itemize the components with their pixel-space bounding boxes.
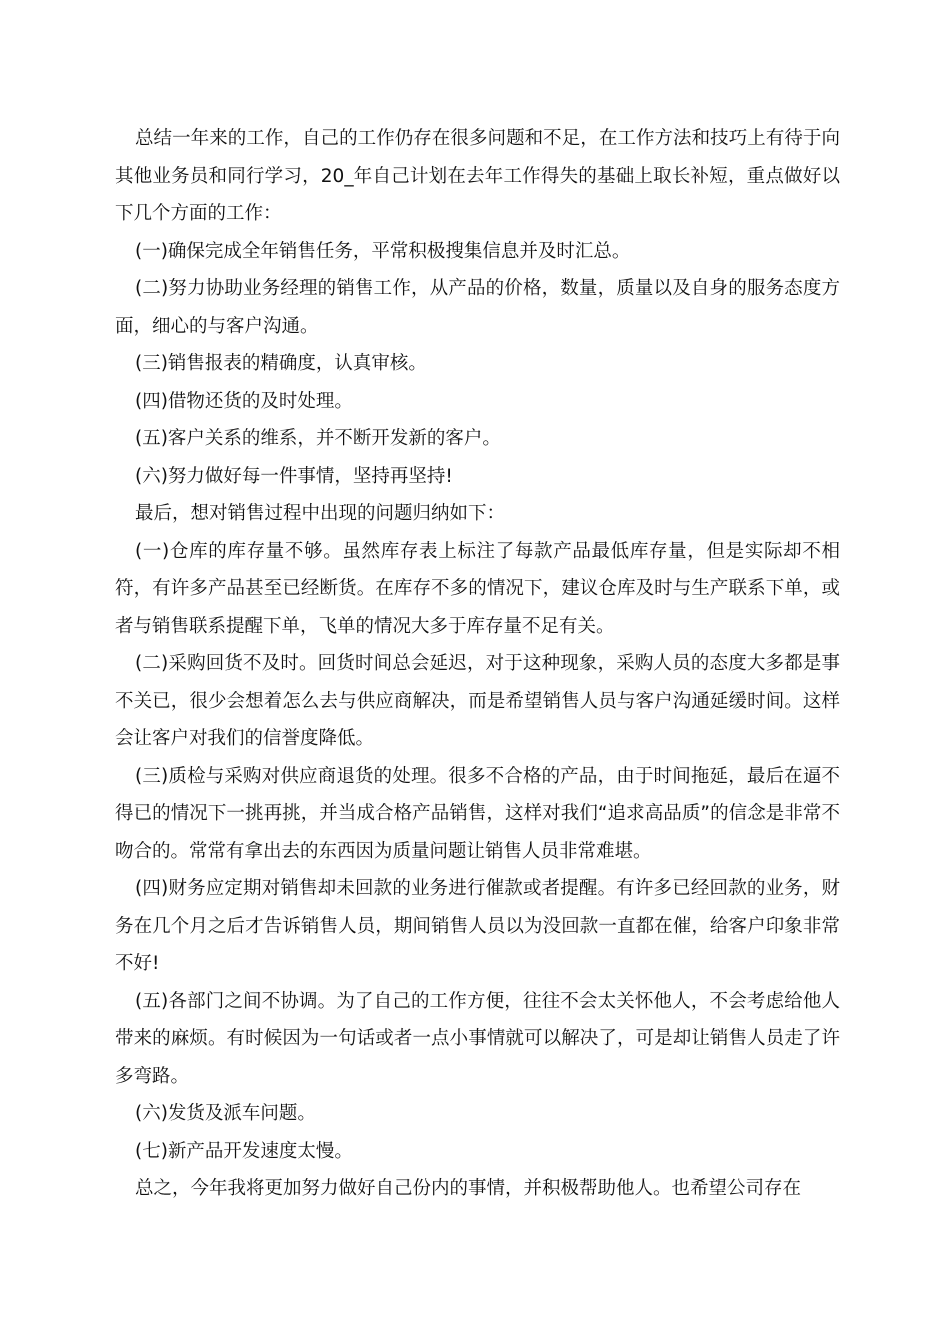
problems-intro: 最后，想对销售过程中出现的问题归纳如下：	[135, 503, 506, 524]
problem-item-6: (六)发货及派车问题。	[135, 1103, 316, 1124]
plan-item-1: (一)确保完成全年销售任务，平常积极搜集信息并及时汇总。	[135, 240, 631, 262]
plan-item-5: (五)客户关系的维系，并不断开发新的客户。	[135, 428, 501, 449]
plan-item-2: (二)努力协助业务经理的销售工作，从产品的价格，数量，质量以及自身的服务态度方面，细心的与客户沟通。	[115, 278, 840, 337]
problem-item-3: (三)质检与采购对供应商退货的处理。很多不合格的产品，由于时间拖延，最后在逼不得已的情况下一挑再挑，并当成合格产品销售，这样对我们“追求高品质”的信念是非常不吻合的。常常有拿出去的东西因为质量问题让销售人员非常难堪。	[115, 765, 840, 862]
conclusion-paragraph: 总之，今年我将更加努力做好自己份内的事情，并积极帮助他人。也希望公司存在	[135, 1178, 802, 1199]
plan-item-4: (四)借物还货的及时处理。	[135, 390, 353, 412]
problem-item-1: (一)仓库的库存量不够。虽然库存表上标注了每款产品最低库存量，但是实际却不相符，有许多产品甚至已经断货。在库存不多的情况下，建议仓库及时与生产联系下单，或者与销售联系提醒下单，飞单的情况大多于库存量不足有关。	[115, 540, 840, 637]
problem-item-7: (七)新产品开发速度太慢。	[135, 1140, 353, 1162]
problem-item-5: (五)各部门之间不协调。为了自己的工作方便，往往不会太关怀他人，不会考虑给他人带来的麻烦。有时候因为一句话或者一点小事情就可以解决了，可是却让销售人员走了许多弯路。	[115, 990, 840, 1087]
problem-item-2: (二)采购回货不及时。回货时间总会延迟，对于这种现象，采购人员的态度大多都是事不关已，很少会想着怎么去与供应商解决，而是希望销售人员与客户沟通延缓时间。这样会让客户对我们的信誉度降低。	[115, 653, 840, 749]
plan-item-6: (六)努力做好每一件事情，坚持再坚持!	[135, 465, 453, 487]
document-body	[115, 120, 840, 1208]
problem-item-4: (四)财务应定期对销售却未回款的业务进行催款或者提醒。有许多已经回款的业务，财务在几个月之后才告诉销售人员，期间销售人员以为没回款一直都在催，给客户印象非常不好!	[115, 878, 840, 974]
plan-item-3: (三)销售报表的精确度，认真审核。	[135, 353, 427, 374]
paragraph-intro: 总结一年来的工作，自己的工作仍存在很多问题和不足，在工作方法和技巧上有待于向其他业务员和同行学习，20_年自己计划在去年工作得失的基础上取长补短，重点做好以下几个方面的工作：	[115, 128, 840, 224]
